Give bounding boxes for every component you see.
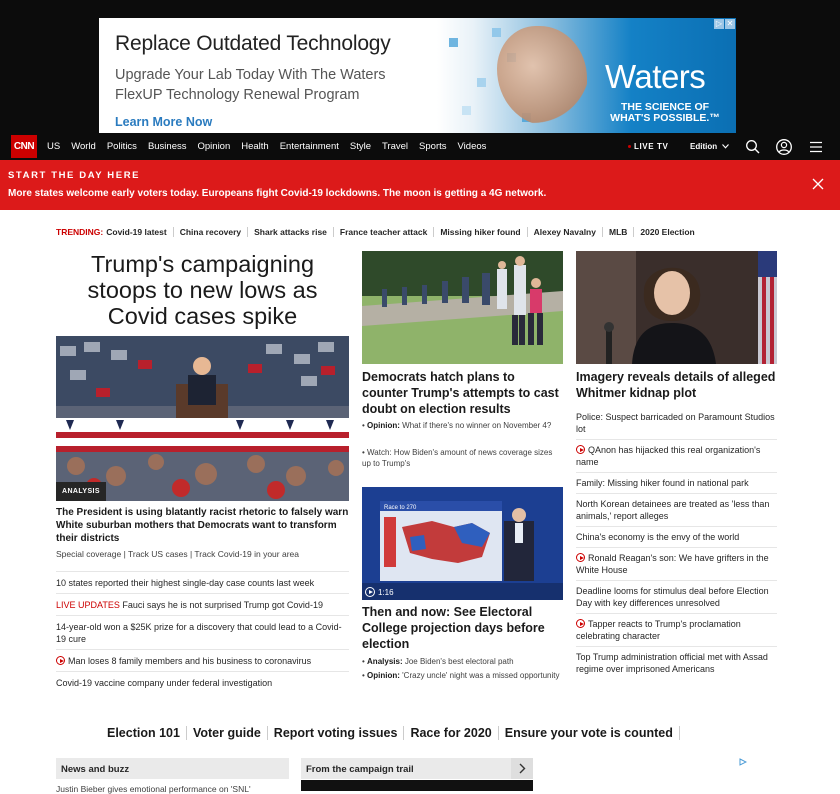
race-for-2020-link[interactable]: Race for 2020 bbox=[404, 726, 498, 740]
list-item[interactable] bbox=[576, 547, 777, 580]
video-play-icon bbox=[56, 656, 65, 665]
opinion-text: What if there's no winner on November 4? bbox=[399, 421, 552, 430]
list-item-text: 14-year-old won a $25K prize for a discovery that could lead to a Covid-19 cure bbox=[56, 622, 342, 644]
edition-label: Edition bbox=[690, 142, 718, 151]
list-item-text: North Korean detainees are treated as 'less than animals,' report alleges bbox=[576, 499, 770, 521]
ad-choices-controls[interactable] bbox=[714, 19, 735, 29]
trending-item[interactable]: MLB bbox=[602, 227, 633, 237]
chevron-right-icon bbox=[511, 758, 533, 779]
banner-kicker: START THE DAY HERE bbox=[8, 170, 141, 181]
list-item-text: Man loses 8 family members and his business to coronavirus bbox=[68, 656, 312, 666]
list-item[interactable] bbox=[576, 646, 777, 679]
news-and-buzz-header[interactable]: News and buzz bbox=[56, 758, 289, 779]
whitmer-image[interactable] bbox=[576, 251, 777, 364]
story-headline-electoral[interactable]: Then and now: See Electoral College projection days before election bbox=[362, 605, 545, 651]
adchoices-icon[interactable] bbox=[739, 758, 747, 766]
video-screen-title: Race to 270 bbox=[384, 505, 417, 511]
edition-dropdown[interactable] bbox=[690, 142, 729, 151]
story-headline-whitmer[interactable]: Imagery reveals details of alleged Whitmer kidnap plot bbox=[576, 370, 776, 400]
analysis-label: Analysis: bbox=[367, 657, 403, 666]
adchoices-icon[interactable]: ▷ bbox=[715, 19, 723, 28]
list-item[interactable] bbox=[576, 493, 777, 526]
rally-photo bbox=[56, 336, 349, 501]
opinion-text: 'Crazy uncle' night was a missed opportunity bbox=[399, 671, 560, 680]
trending-item[interactable]: France teacher attack bbox=[333, 227, 433, 237]
lead-subheadline[interactable]: The President is using blatantly racist rhetoric to falsely warn White suburban mothers that Democrats want to transform their districts bbox=[56, 507, 349, 544]
list-item-text: QAnon has hijacked this real organization's name bbox=[576, 445, 761, 467]
opinion-link-2[interactable]: • Opinion: 'Crazy uncle' night was a missed opportunity bbox=[362, 671, 560, 680]
list-item[interactable] bbox=[576, 613, 777, 646]
ad-banner-area bbox=[0, 0, 840, 133]
waters-ad[interactable] bbox=[99, 18, 736, 133]
voter-guide-link[interactable]: Voter guide bbox=[187, 726, 268, 740]
trending-label: TRENDING: bbox=[56, 227, 104, 237]
nav-link-sports[interactable]: Sports bbox=[419, 141, 447, 152]
video-duration bbox=[365, 587, 394, 597]
campaign-trail-header[interactable] bbox=[301, 758, 533, 779]
lead-meta-links[interactable]: Special coverage | Track US cases | Track Covid-19 in your area bbox=[56, 549, 299, 559]
list-item-text: Family: Missing hiker found in national park bbox=[576, 478, 749, 488]
list-item[interactable] bbox=[576, 580, 777, 613]
main-nav bbox=[0, 133, 840, 160]
trending-item[interactable]: Alexey Navalny bbox=[527, 227, 602, 237]
ad-tagline-1: THE SCIENCE OF bbox=[620, 101, 710, 113]
trending-item[interactable]: China recovery bbox=[173, 227, 247, 237]
list-item[interactable] bbox=[576, 407, 777, 439]
trending-bar bbox=[56, 226, 701, 238]
election-links-strip bbox=[107, 726, 680, 740]
story-headline-democrats[interactable]: Democrats hatch plans to counter Trump's attempts to cast doubt on election results bbox=[362, 370, 559, 416]
trending-item[interactable]: Missing hiker found bbox=[433, 227, 526, 237]
opinion-label: Opinion: bbox=[367, 421, 400, 430]
start-the-day-banner[interactable] bbox=[0, 160, 840, 210]
list-item-text: Top Trump administration official met with Assad regime over imprisoned Americans bbox=[576, 652, 768, 674]
ad-subtext bbox=[115, 65, 439, 105]
nav-link-entertainment[interactable]: Entertainment bbox=[279, 141, 339, 152]
watch-link[interactable]: • Watch: How Biden's amount of news coverage sizes up to Trump's bbox=[362, 448, 553, 468]
voters-photo bbox=[362, 251, 563, 364]
analysis-badge: ANALYSIS bbox=[56, 482, 106, 501]
list-item[interactable] bbox=[56, 649, 349, 671]
list-item-text: 10 states reported their highest single-day case counts last week bbox=[56, 578, 315, 588]
video-play-icon bbox=[576, 619, 585, 628]
nav-link-business[interactable]: Business bbox=[147, 141, 187, 152]
electoral-video-thumbnail[interactable] bbox=[362, 487, 563, 600]
video-play-icon bbox=[576, 445, 585, 454]
campaign-next-button[interactable] bbox=[511, 758, 533, 779]
list-item[interactable] bbox=[56, 615, 349, 649]
ensure-vote-counted-link[interactable]: Ensure your vote is counted bbox=[499, 726, 680, 740]
list-item-text: Deadline looms for stimulus deal before Election Day with key differences unresolved bbox=[576, 586, 769, 608]
list-item-text: Police: Suspect barricaded on Paramount Studios lot bbox=[576, 412, 775, 434]
list-item[interactable] bbox=[576, 472, 777, 493]
list-item[interactable] bbox=[576, 526, 777, 547]
nav-link-world[interactable]: World bbox=[71, 141, 96, 152]
voters-line-image[interactable] bbox=[362, 251, 563, 364]
list-item[interactable] bbox=[576, 439, 777, 472]
ad-visual bbox=[437, 18, 736, 133]
banner-text[interactable]: More states welcome early voters today. Europeans fight Covid-19 lockdowns. The moon is getting a 4G network. bbox=[8, 188, 547, 199]
live-tv-label: LIVE TV bbox=[634, 142, 669, 151]
analysis-link[interactable]: • Analysis: Joe Biden's best electoral path bbox=[362, 657, 514, 666]
ad-brand-logo: Waters bbox=[605, 58, 706, 95]
electoral-map-photo bbox=[362, 487, 563, 600]
nav-link-politics[interactable]: Politics bbox=[106, 141, 137, 152]
nav-link-us[interactable]: US bbox=[47, 141, 61, 152]
hamburger-menu-icon[interactable] bbox=[807, 138, 825, 156]
nav-link-health[interactable]: Health bbox=[241, 141, 269, 152]
list-item-text: Fauci says he is not surprised Trump got Covid-19 bbox=[119, 600, 323, 610]
chevron-down-icon bbox=[722, 144, 729, 149]
list-item-text: China's economy is the envy of the world bbox=[576, 532, 740, 542]
ad-close-icon[interactable]: ✕ bbox=[726, 19, 734, 28]
opinion-label: Opinion: bbox=[367, 671, 400, 680]
watch-text: Watch: How Biden's amount of news coverage sizes up to Trump's bbox=[362, 448, 553, 468]
close-icon[interactable] bbox=[811, 177, 825, 191]
nav-links bbox=[47, 133, 497, 160]
lead-headline[interactable]: Trump's campaigning stoops to new lows as Covid cases spike bbox=[87, 251, 318, 329]
ad-headline: Replace Outdated Technology bbox=[115, 32, 391, 55]
trending-item[interactable]: Covid-19 latest bbox=[106, 227, 167, 237]
campaign-video-strip[interactable] bbox=[301, 780, 533, 791]
nav-link-opinion[interactable]: Opinion bbox=[197, 141, 231, 152]
list-item-text: Tapper reacts to Trump's proclamation celebrating character bbox=[576, 619, 741, 641]
lead-story-image[interactable] bbox=[56, 336, 349, 501]
ad-tagline-2: WHAT'S POSSIBLE.™ bbox=[610, 112, 720, 124]
ad-sub-line1: Upgrade Your Lab Today With The Waters bbox=[115, 67, 386, 83]
live-dot-icon bbox=[628, 145, 631, 148]
live-tv-link[interactable] bbox=[628, 142, 668, 151]
video-play-icon bbox=[576, 553, 585, 562]
covid-story-list bbox=[56, 571, 349, 693]
analysis-text: Joe Biden's best electoral path bbox=[402, 657, 514, 666]
user-account-icon[interactable] bbox=[775, 138, 793, 156]
top-stories-list bbox=[576, 407, 777, 679]
nav-link-style[interactable]: Style bbox=[349, 141, 371, 152]
report-voting-issues-link[interactable]: Report voting issues bbox=[268, 726, 405, 740]
opinion-link[interactable]: • Opinion: What if there's no winner on November 4? bbox=[362, 421, 552, 430]
whitmer-photo bbox=[576, 251, 777, 364]
search-icon[interactable] bbox=[744, 138, 762, 156]
news-buzz-item[interactable]: Justin Bieber gives emotional performance on 'SNL' bbox=[56, 784, 251, 794]
ad-learn-more-link[interactable]: Learn More Now bbox=[115, 115, 213, 129]
list-item-text: Ronald Reagan's son: We have grifters in the White House bbox=[576, 553, 769, 575]
ad-tagline bbox=[609, 102, 721, 124]
trending-item[interactable]: Shark attacks rise bbox=[247, 227, 333, 237]
trending-item[interactable]: 2020 Election bbox=[633, 227, 700, 237]
duration-text: 1:16 bbox=[378, 587, 394, 597]
nav-link-videos[interactable]: Videos bbox=[457, 141, 487, 152]
campaign-trail-title: From the campaign trail bbox=[306, 764, 414, 775]
ad-sub-line2: FlexUP Technology Renewal Program bbox=[115, 87, 360, 103]
list-item[interactable] bbox=[56, 671, 349, 693]
nav-link-travel[interactable]: Travel bbox=[382, 141, 409, 152]
play-icon bbox=[365, 587, 375, 597]
election-101-link[interactable]: Election 101 bbox=[107, 726, 187, 740]
list-item[interactable] bbox=[56, 593, 349, 615]
list-item[interactable] bbox=[56, 571, 349, 593]
list-item-text: Covid-19 vaccine company under federal investigation bbox=[56, 678, 273, 688]
live-updates-label: LIVE UPDATES bbox=[56, 600, 120, 610]
cnn-logo[interactable]: CNN bbox=[11, 135, 37, 158]
